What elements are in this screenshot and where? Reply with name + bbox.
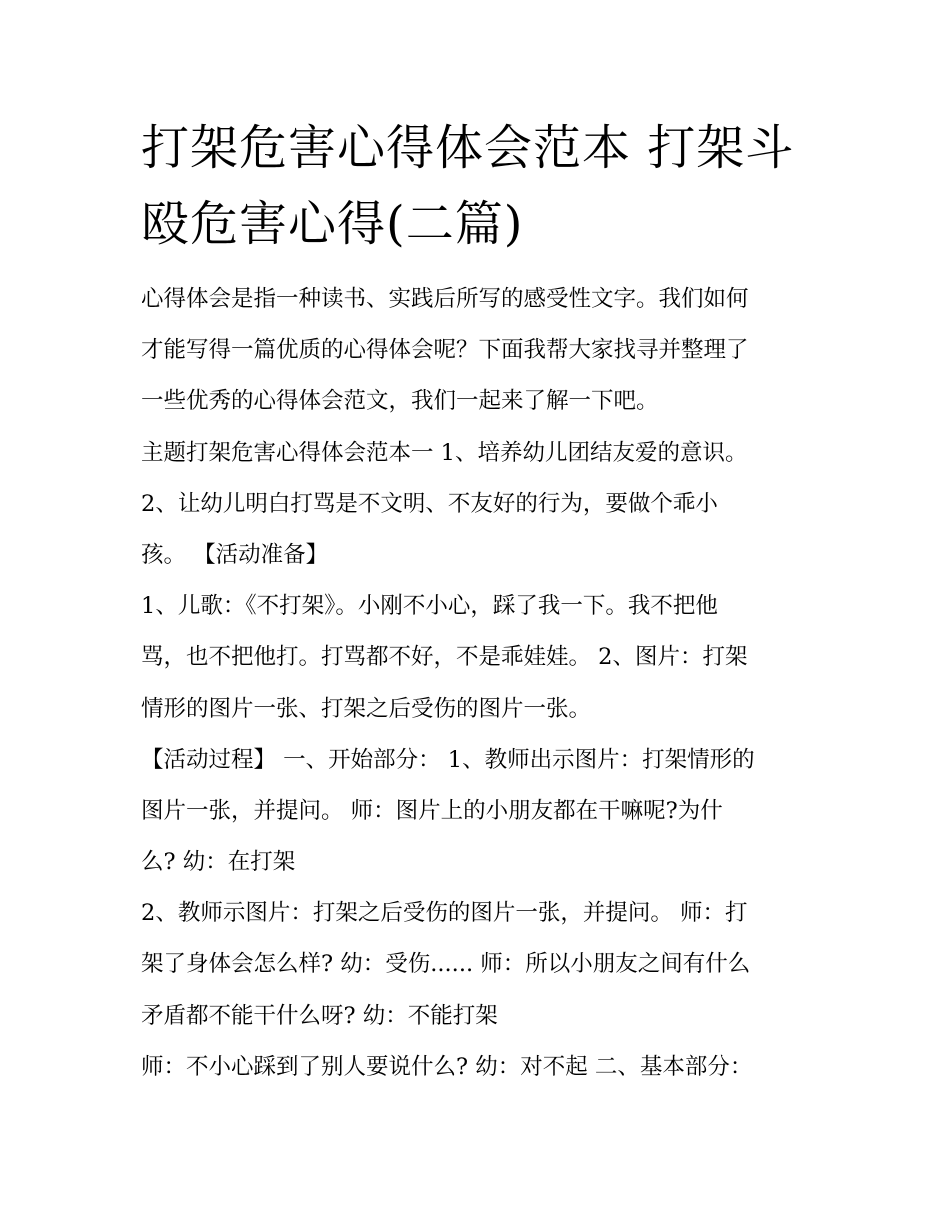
body-line: 骂，也不把他打。打骂都不好，不是乖娃娃。 2、图片：打架 bbox=[141, 644, 748, 671]
body-line: 一些优秀的心得体会范文，我们一起来了解一下吧。 bbox=[141, 388, 659, 415]
body-line: 矛盾都不能干什么呀? 幼：不能打架 bbox=[141, 1002, 498, 1029]
document-title bbox=[141, 110, 821, 262]
body-line: 1、儿歌：《不打架》。小刚不小心，踩了我一下。我不把他 bbox=[141, 593, 718, 620]
body-line: 2、让幼儿明白打骂是不文明、不友好的行为，要做个乖小 bbox=[141, 490, 718, 517]
body-line: 师：不小心踩到了别人要说什么? 幼：对不起 二、基本部分： bbox=[141, 1053, 753, 1080]
title-line: 打架危害心得体会范本 打架斗 bbox=[141, 120, 795, 176]
body-line: 【活动过程】 一、开始部分： 1、教师出示图片：打架情形的 bbox=[141, 746, 755, 773]
title-line: 殴危害心得(二篇) bbox=[141, 196, 524, 252]
body-line: 2、教师示图片：打架之后受伤的图片一张，并提问。 师：打 bbox=[141, 900, 748, 927]
body-line: 架了身体会怎么样? 幼：受伤...... 师：所以小朋友之间有什么 bbox=[141, 951, 751, 978]
body-line: 情形的图片一张、打架之后受伤的图片一张。 bbox=[141, 695, 592, 722]
body-line: 心得体会是指一种读书、实践后所写的感受性文字。我们如何 bbox=[141, 286, 749, 312]
body-line: 才能写得一篇优质的心得体会呢？下面我帮大家找寻并整理了 bbox=[141, 337, 749, 364]
document-content bbox=[141, 110, 821, 1093]
document-body bbox=[141, 274, 821, 1093]
body-line: 么? 幼：在打架 bbox=[141, 849, 296, 876]
body-line: 孩。 【活动准备】 bbox=[141, 541, 329, 568]
body-line: 图片一张，并提问。 师：图片上的小朋友都在干嘛呢?为什 bbox=[141, 797, 723, 824]
body-line: 主题打架危害心得体会范本一 1、培养幼儿团结友爱的意识。 bbox=[141, 439, 748, 466]
